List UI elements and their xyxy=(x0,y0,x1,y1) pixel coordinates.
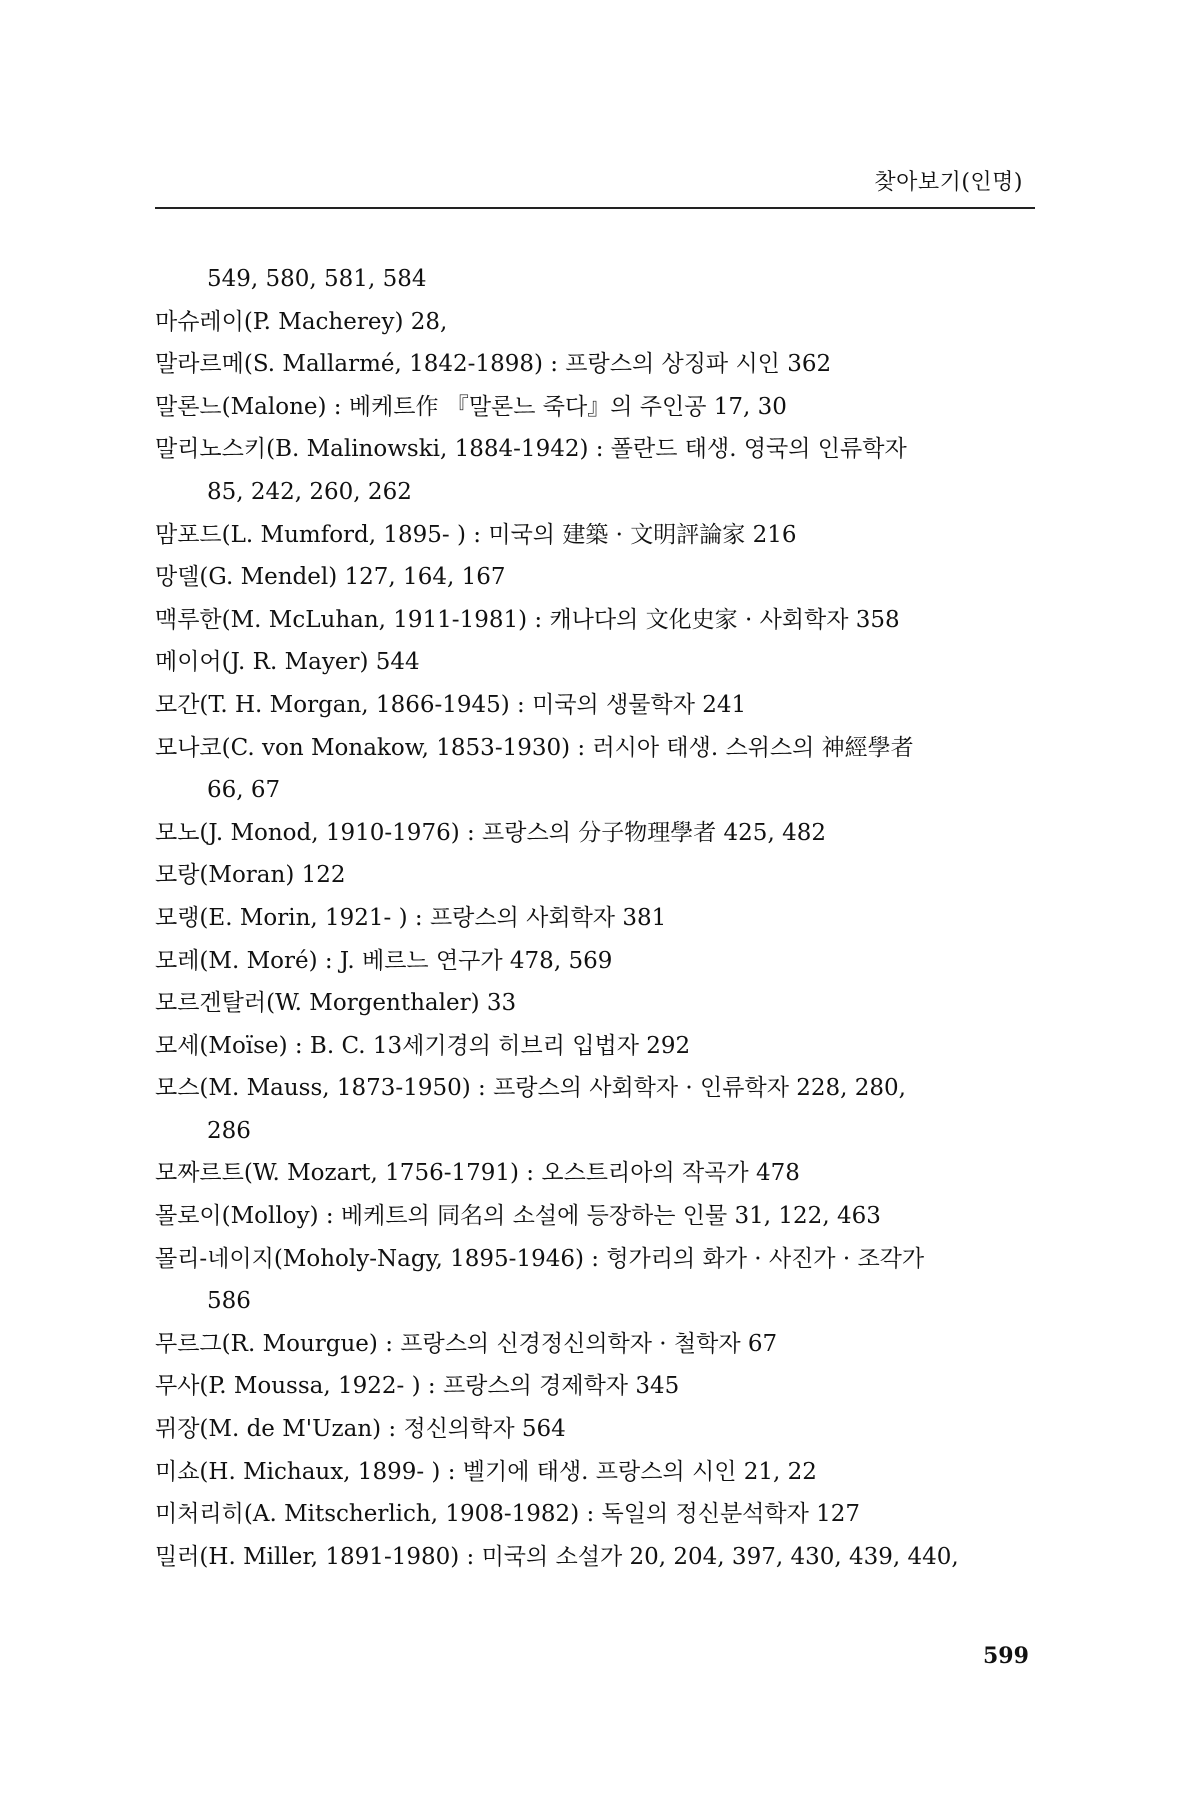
index-entry: 말리노스키(B. Malinowski, 1884-1942) : 폴란드 태생. 영국의 인류학자 xyxy=(155,436,907,463)
page-number: 599 xyxy=(983,1643,1029,1669)
index-entry-continuation: 549, 580, 581, 584 xyxy=(207,266,427,292)
index-entry: 밀러(H. Miller, 1891-1980) : 미국의 소설가 20, 204, 397, 430, 439, 440, xyxy=(155,1543,959,1570)
running-head-title: 찾아보기(인명) xyxy=(874,170,1023,195)
index-entry-list xyxy=(155,258,1055,1578)
index-entry: 모스(M. Mauss, 1873-1950) : 프랑스의 사회학자 · 인류학자 228, 280, xyxy=(155,1075,906,1102)
index-entry: 모르겐탈러(W. Morgenthaler) 33 xyxy=(155,990,517,1017)
index-entry: 마슈레이(P. Macherey) 28, xyxy=(155,308,448,335)
index-entry: 미처리히(A. Mitscherlich, 1908-1982) : 독일의 정신분석학자 127 xyxy=(155,1501,861,1528)
index-entry: 무사(P. Moussa, 1922- ) : 프랑스의 경제학자 345 xyxy=(155,1373,680,1400)
index-entry: 모간(T. H. Morgan, 1866-1945) : 미국의 생물학자 241 xyxy=(155,691,747,718)
index-entry: 맥루한(M. McLuhan, 1911-1981) : 캐나다의 文化史家 · 사회학자 358 xyxy=(155,606,900,633)
index-entry: 메이어(J. R. Mayer) 544 xyxy=(155,649,420,676)
index-entry: 모짜르트(W. Mozart, 1756-1791) : 오스트리아의 작곡가 478 xyxy=(155,1160,800,1187)
index-entry: 말라르메(S. Mallarmé, 1842-1898) : 프랑스의 상징파 시인 362 xyxy=(155,351,832,378)
index-entry: 미쇼(H. Michaux, 1899- ) : 벨기에 태생. 프랑스의 시인 21, 22 xyxy=(155,1458,817,1485)
index-entry-continuation: 286 xyxy=(207,1117,251,1144)
index-entry: 무르그(R. Mourgue) : 프랑스의 신경정신의학자 · 철학자 67 xyxy=(155,1330,778,1357)
index-entry: 모랑(Moran) 122 xyxy=(155,862,346,889)
index-entry: 맘포드(L. Mumford, 1895- ) : 미국의 建築 · 文明評論家 216 xyxy=(155,521,797,548)
index-entry: 모레(M. Moré) : J. 베르느 연구가 478, 569 xyxy=(155,947,613,974)
index-entry-continuation: 85, 242, 260, 262 xyxy=(207,478,412,505)
index-entry: 모랭(E. Morin, 1921- ) : 프랑스의 사회학자 381 xyxy=(155,904,667,931)
index-entry: 몰리-네이지(Moholy-Nagy, 1895-1946) : 헝가리의 화가 · 사진가 · 조각가 xyxy=(155,1245,925,1272)
index-entry: 모세(Moïse) : B. C. 13세기경의 히브리 입법자 292 xyxy=(155,1032,691,1059)
index-entry: 뮈장(M. de M'Uzan) : 정신의학자 564 xyxy=(155,1416,566,1443)
index-entry: 몰로이(Molloy) : 베케트의 同名의 소설에 등장하는 인물 31, 122, 463 xyxy=(155,1203,881,1230)
index-entry: 모나코(C. von Monakow, 1853-1930) : 러시아 태생. 스위스의 神經學者 xyxy=(155,734,914,761)
index-entry-continuation: 586 xyxy=(207,1288,251,1315)
index-entry: 말론느(Malone) : 베케트作 『말론느 죽다』의 주인공 17, 30 xyxy=(155,393,787,420)
index-entry-continuation: 66, 67 xyxy=(207,777,281,804)
running-head xyxy=(155,163,1035,209)
index-entry: 모노(J. Monod, 1910-1976) : 프랑스의 分子物理學者 425, 482 xyxy=(155,819,826,846)
index-entry: 망델(G. Mendel) 127, 164, 167 xyxy=(155,564,506,591)
